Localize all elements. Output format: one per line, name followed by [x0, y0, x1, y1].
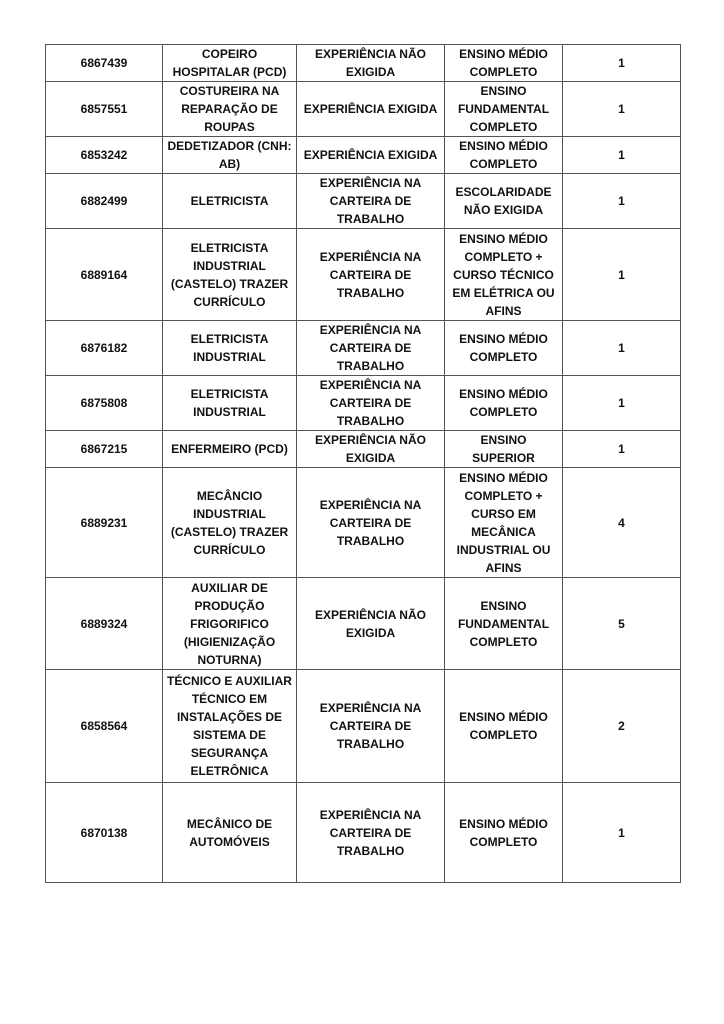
- vacancies-cell: 2: [563, 670, 681, 783]
- vacancies-cell: 4: [563, 468, 681, 578]
- experience-cell: EXPERIÊNCIA EXIGIDA: [297, 137, 445, 174]
- vacancies-cell: 1: [563, 174, 681, 229]
- experience-cell: EXPERIÊNCIA NA CARTEIRA DE TRABALHO: [297, 376, 445, 431]
- vacancies-cell: 1: [563, 321, 681, 376]
- education-cell: ENSINO MÉDIO COMPLETO: [445, 45, 563, 82]
- experience-cell: EXPERIÊNCIA NÃO EXIGIDA: [297, 578, 445, 670]
- education-cell: ENSINO MÉDIO COMPLETO + CURSO TÉCNICO EM ELÉTRICA OU AFINS: [445, 229, 563, 321]
- job-title-cell: AUXILIAR DE PRODUÇÃO FRIGORIFICO (HIGIENIZAÇÃO NOTURNA): [163, 578, 297, 670]
- table-row: [46, 137, 681, 174]
- education-cell: ENSINO MÉDIO COMPLETO + CURSO EM MECÂNICA INDUSTRIAL OU AFINS: [445, 468, 563, 578]
- vacancies-cell: 1: [563, 82, 681, 137]
- table-row: [46, 578, 681, 670]
- education-cell: ENSINO FUNDAMENTAL COMPLETO: [445, 578, 563, 670]
- vacancies-cell: 1: [563, 376, 681, 431]
- experience-cell: EXPERIÊNCIA NÃO EXIGIDA: [297, 45, 445, 82]
- job-title-cell: ELETRICISTA: [163, 174, 297, 229]
- experience-cell: EXPERIÊNCIA NA CARTEIRA DE TRABALHO: [297, 174, 445, 229]
- table-row: [46, 45, 681, 82]
- job-code-cell: 6882499: [46, 174, 163, 229]
- table-row: [46, 376, 681, 431]
- job-title-cell: COPEIRO HOSPITALAR (PCD): [163, 45, 297, 82]
- vacancies-cell: 1: [563, 431, 681, 468]
- experience-cell: EXPERIÊNCIA NÃO EXIGIDA: [297, 431, 445, 468]
- vacancies-cell: 1: [563, 45, 681, 82]
- education-cell: ENSINO MÉDIO COMPLETO: [445, 137, 563, 174]
- education-cell: ESCOLARIDADE NÃO EXIGIDA: [445, 174, 563, 229]
- vacancies-cell: 1: [563, 229, 681, 321]
- job-code-cell: 6876182: [46, 321, 163, 376]
- education-cell: ENSINO MÉDIO COMPLETO: [445, 783, 563, 883]
- job-code-cell: 6889164: [46, 229, 163, 321]
- vacancies-cell: 1: [563, 137, 681, 174]
- experience-cell: EXPERIÊNCIA EXIGIDA: [297, 82, 445, 137]
- education-cell: ENSINO MÉDIO COMPLETO: [445, 376, 563, 431]
- job-title-cell: TÉCNICO E AUXILIAR TÉCNICO EM INSTALAÇÕES DE SISTEMA DE SEGURANÇA ELETRÔNICA: [163, 670, 297, 783]
- job-code-cell: 6853242: [46, 137, 163, 174]
- education-cell: ENSINO SUPERIOR: [445, 431, 563, 468]
- job-code-cell: 6858564: [46, 670, 163, 783]
- job-title-cell: ELETRICISTA INDUSTRIAL: [163, 321, 297, 376]
- job-vacancies-table: [45, 44, 681, 883]
- table-row: [46, 174, 681, 229]
- experience-cell: EXPERIÊNCIA NA CARTEIRA DE TRABALHO: [297, 229, 445, 321]
- experience-cell: EXPERIÊNCIA NA CARTEIRA DE TRABALHO: [297, 321, 445, 376]
- table-row: [46, 670, 681, 783]
- table-row: [46, 321, 681, 376]
- education-cell: ENSINO MÉDIO COMPLETO: [445, 321, 563, 376]
- experience-cell: EXPERIÊNCIA NA CARTEIRA DE TRABALHO: [297, 468, 445, 578]
- table-row: [46, 783, 681, 883]
- experience-cell: EXPERIÊNCIA NA CARTEIRA DE TRABALHO: [297, 670, 445, 783]
- job-code-cell: 6889231: [46, 468, 163, 578]
- job-code-cell: 6870138: [46, 783, 163, 883]
- job-title-cell: ENFERMEIRO (PCD): [163, 431, 297, 468]
- job-title-cell: ELETRICISTA INDUSTRIAL: [163, 376, 297, 431]
- table-row: [46, 431, 681, 468]
- job-code-cell: 6875808: [46, 376, 163, 431]
- table-row: [46, 468, 681, 578]
- education-cell: ENSINO FUNDAMENTAL COMPLETO: [445, 82, 563, 137]
- job-code-cell: 6857551: [46, 82, 163, 137]
- table-row: [46, 229, 681, 321]
- job-title-cell: MECÂNCIO INDUSTRIAL (CASTELO) TRAZER CURRÍCULO: [163, 468, 297, 578]
- education-cell: ENSINO MÉDIO COMPLETO: [445, 670, 563, 783]
- job-title-cell: COSTUREIRA NA REPARAÇÃO DE ROUPAS: [163, 82, 297, 137]
- job-title-cell: MECÂNICO DE AUTOMÓVEIS: [163, 783, 297, 883]
- job-title-cell: DEDETIZADOR (CNH: AB): [163, 137, 297, 174]
- job-code-cell: 6867439: [46, 45, 163, 82]
- vacancies-cell: 1: [563, 783, 681, 883]
- job-code-cell: 6867215: [46, 431, 163, 468]
- job-title-cell: ELETRICISTA INDUSTRIAL (CASTELO) TRAZER CURRÍCULO: [163, 229, 297, 321]
- experience-cell: EXPERIÊNCIA NA CARTEIRA DE TRABALHO: [297, 783, 445, 883]
- vacancies-cell: 5: [563, 578, 681, 670]
- table-row: [46, 82, 681, 137]
- job-code-cell: 6889324: [46, 578, 163, 670]
